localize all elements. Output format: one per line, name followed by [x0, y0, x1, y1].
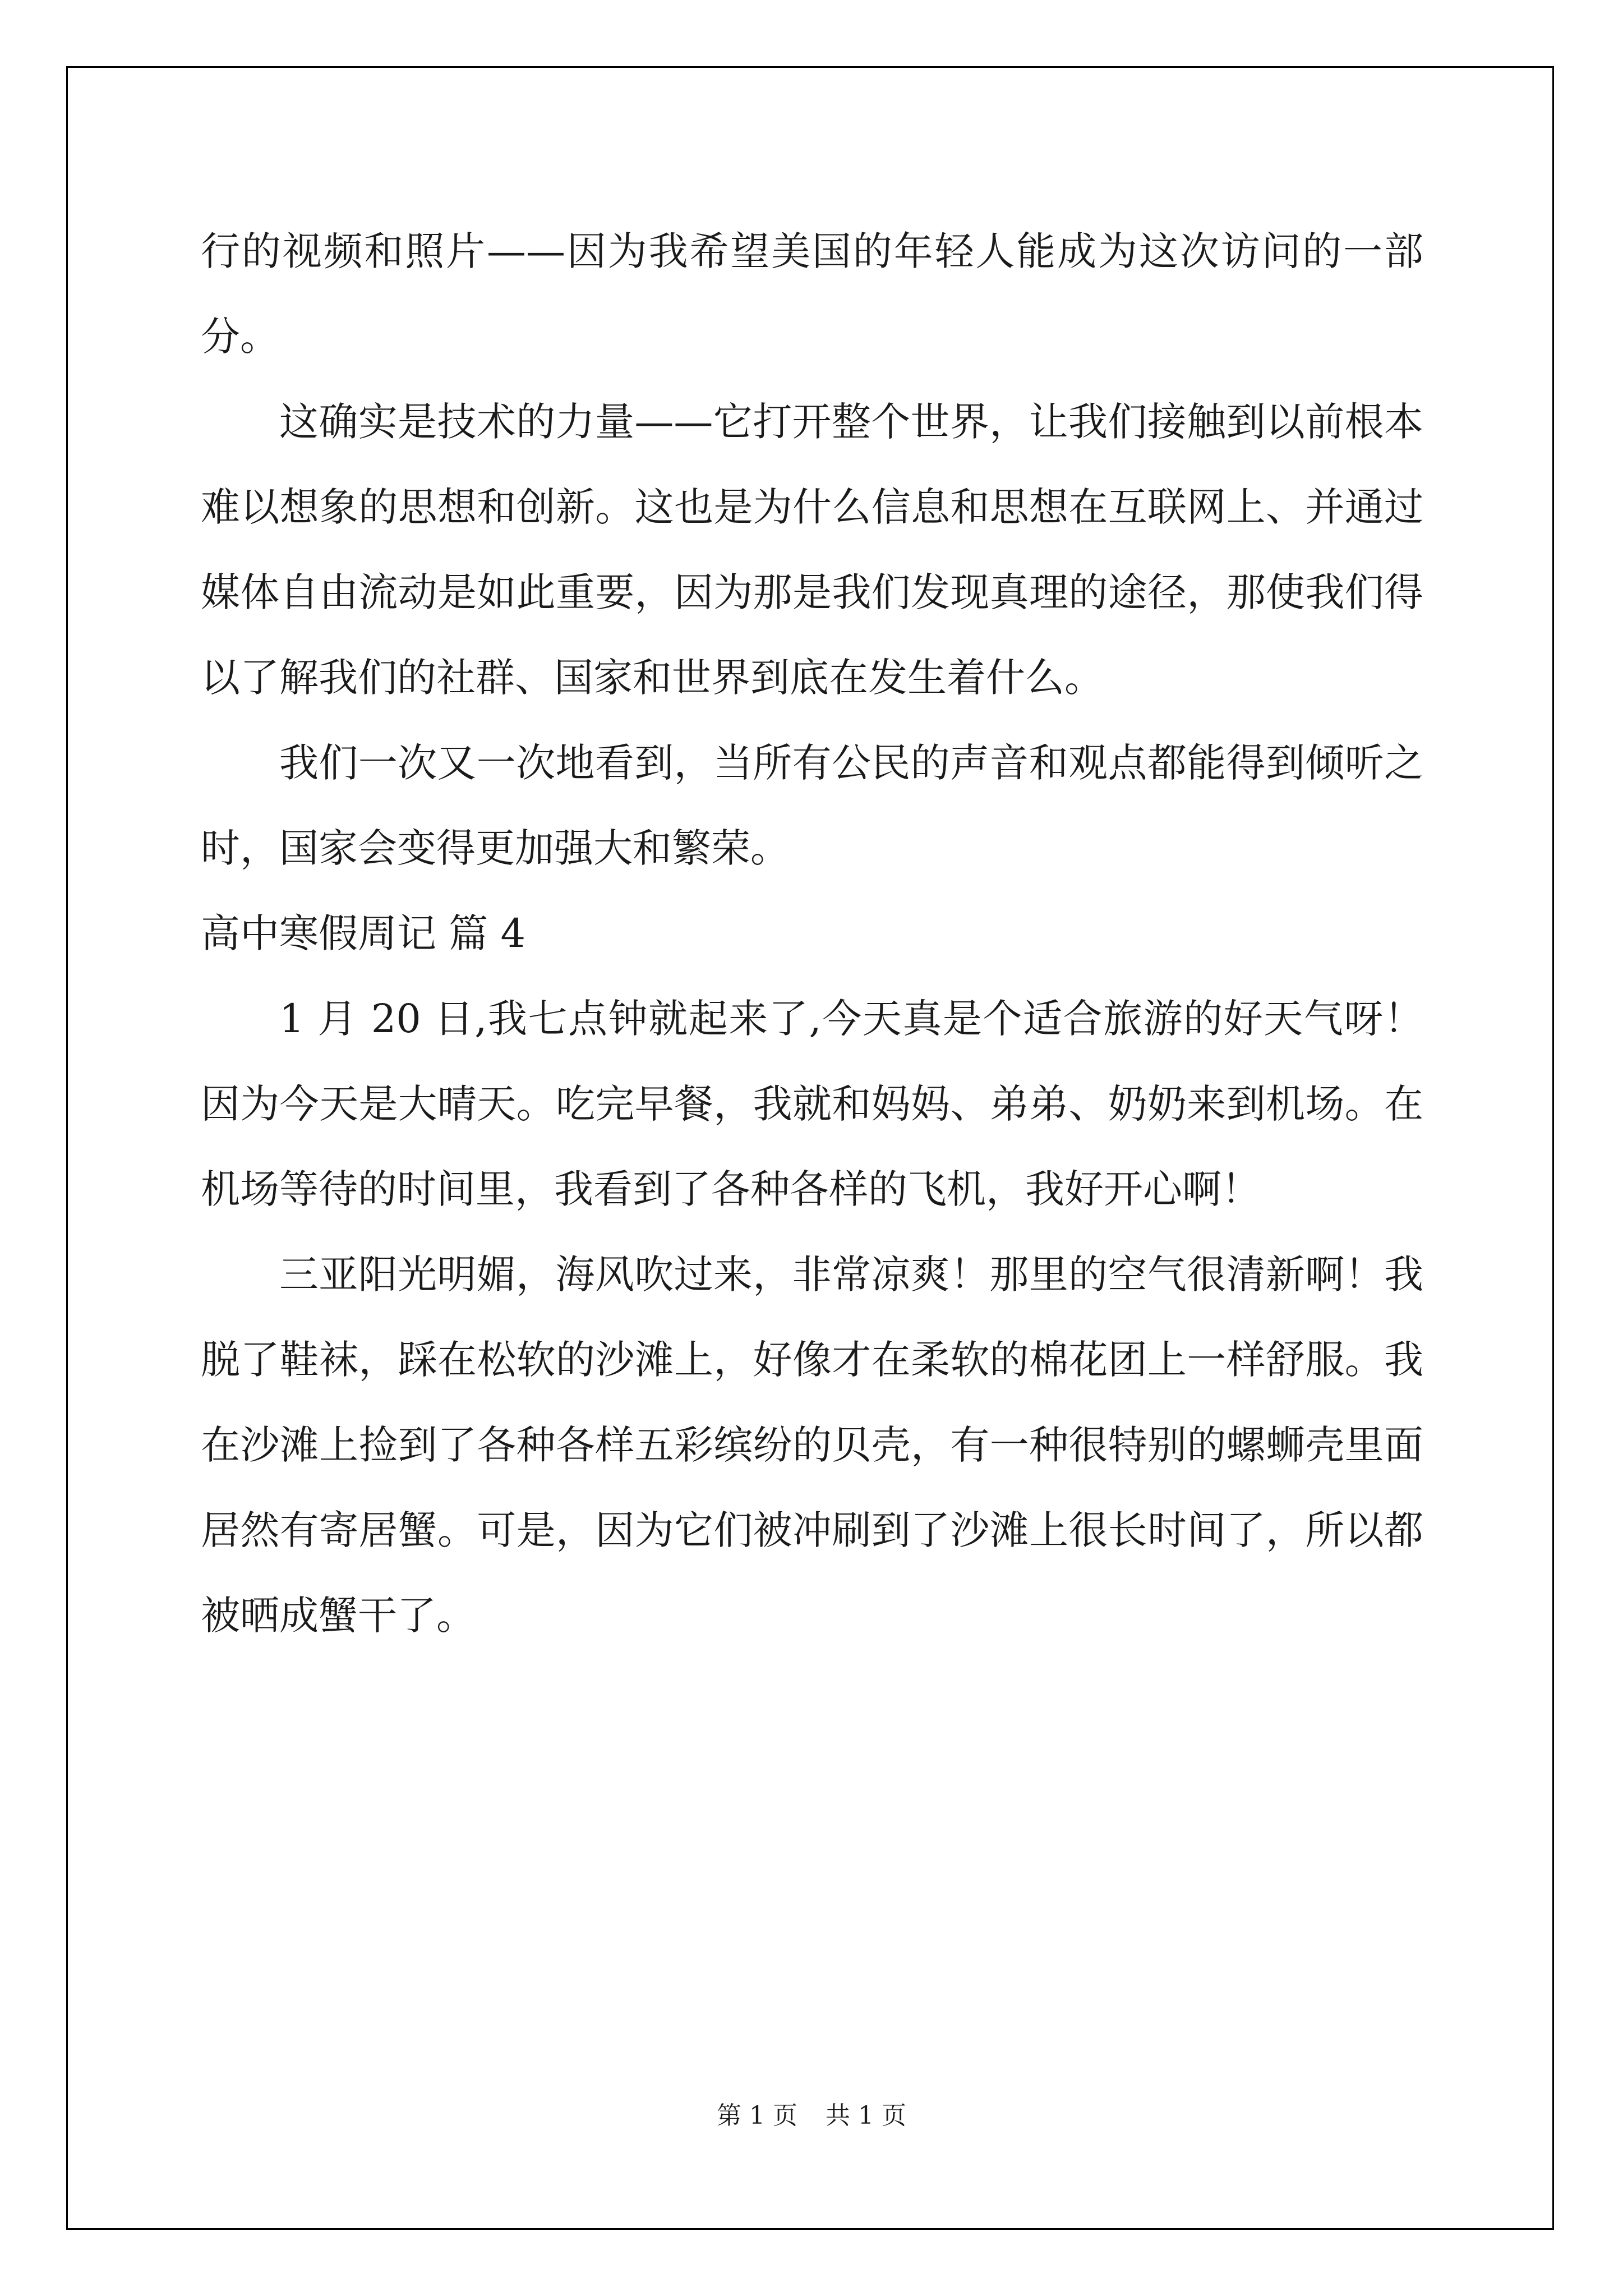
page-total: 共 1 页 — [826, 2101, 906, 2130]
paragraph-jan-20: 1 月 20 日,我七点钟就起来了,今天真是个适合旅游的好天气呀！因为今天是大晴天。吃完早餐，我就和妈妈、弟弟、奶奶来到机场。在机场等待的时间里，我看到了各种各样的飞机，我好开心啊！ — [201, 996, 1423, 1212]
document-body — [201, 209, 1423, 1658]
page-footer — [0, 2095, 1623, 2131]
paragraph-continued: 行的视频和照片——因为我希望美国的年轻人能成为这次访问的一部分。 — [201, 228, 1423, 360]
paragraph-technology: 这确实是技术的力量——它打开整个世界，让我们接触到以前根本难以想象的思想和创新。这也是为什么信息和思想在互联网上、并通过媒体自由流动是如此重要，因为那是我们发现真理的途径，那使我们得以了解我们的社群、国家和世界到底在发生着什么。 — [201, 399, 1423, 701]
paragraph-sanya: 三亚阳光明媚，海风吹过来，非常凉爽！那里的空气很清新啊！我脱了鞋袜，踩在松软的沙滩上，好像才在柔软的棉花团上一样舒服。我在沙滩上捡到了各种各样五彩缤纷的贝壳，有一种很特别的螺蛳壳里面居然有寄居蟹。可是，因为它们被冲刷到了沙滩上很长时间了，所以都被晒成蟹干了。 — [201, 1251, 1423, 1639]
section-heading: 高中寒假周记 篇 4 — [201, 910, 526, 956]
page-number: 第 1 页 — [717, 2101, 797, 2130]
paragraph-citizens: 我们一次又一次地看到，当所有公民的声音和观点都能得到倾听之时，国家会变得更加强大和繁荣。 — [201, 740, 1423, 871]
